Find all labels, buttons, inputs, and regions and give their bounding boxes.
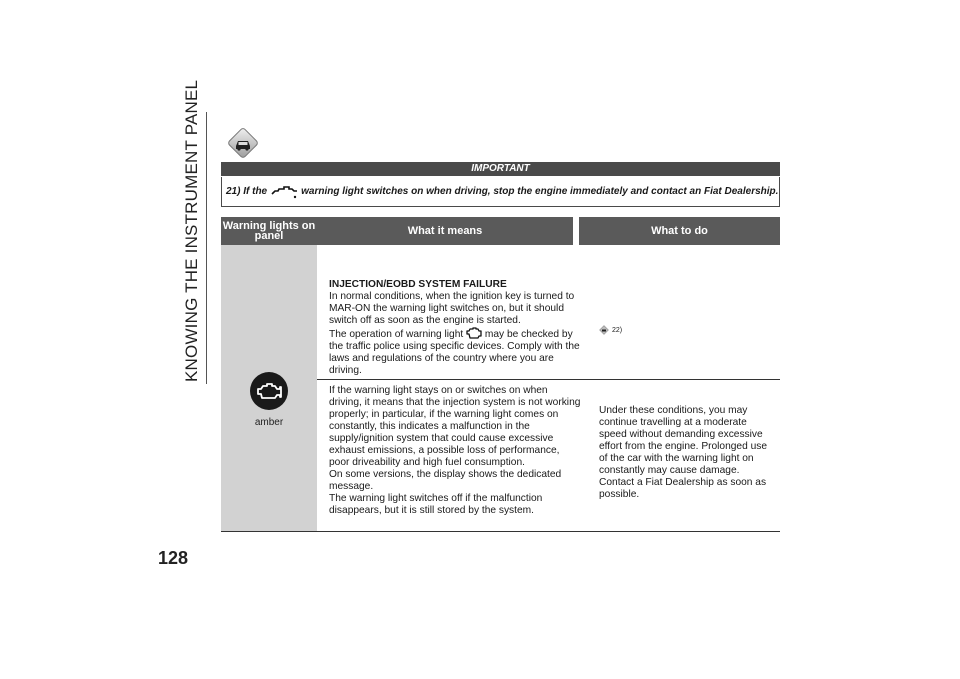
meaning-text: If the warning light stays on or switches on when driving, it means that the injection system is not working properly; in particular, if the warning light comes on constantly, this indicates a malfunction in the supply/ignition system that could cause excessive exhaust emissions, a possible loss of performance, poor driveability and high fuel consumption. (329, 385, 581, 468)
header-warning-lights: Warning lights on panel (221, 217, 317, 245)
table-row (317, 380, 780, 530)
engine-check-icon (269, 185, 299, 199)
meaning-text: In normal conditions, when the ignition key is turned to MAR-ON the warning light switches on, but it should switch off as soon as the engine is started. (329, 291, 575, 326)
reference-number: 22) (612, 326, 623, 334)
meaning-cell (329, 385, 581, 517)
section-divider (206, 112, 207, 384)
section-title: KNOWING THE INSTRUMENT PANEL (182, 79, 201, 382)
fault-title: INJECTION/EOBD SYSTEM FAILURE (329, 279, 507, 290)
table-header (221, 217, 780, 245)
reference-note (599, 325, 622, 335)
meaning-off: The warning light switches off if the malfunction disappears, but it is still stored by the system. (329, 493, 543, 516)
header-what-to-do: What to do (579, 217, 780, 245)
important-note-text: warning light switches on when driving, stop the engine immediately and contact an Fiat Dealership. (301, 186, 779, 197)
todo-cell (599, 405, 777, 501)
table-body (221, 245, 780, 532)
engine-check-icon (249, 371, 289, 411)
meaning-text-2b: may be checked by the traffic police using specific devices. Comply with the laws and regulations of the country where you are driving. (329, 329, 580, 376)
lamp-color-label: amber (254, 417, 284, 428)
important-note (221, 177, 780, 207)
table-row (317, 245, 780, 380)
caution-car-icon (225, 125, 261, 161)
engine-check-icon (466, 327, 482, 339)
header-what-it-means: What it means (317, 217, 573, 245)
meaning-versions: On some versions, the display shows the dedicated message. (329, 469, 562, 492)
caution-car-icon (599, 325, 609, 335)
important-note-prefix: 21) If the (226, 186, 268, 197)
todo-contact: Contact a Fiat Dealership as soon as possible. (599, 477, 767, 500)
warning-lights-table (221, 217, 780, 532)
todo-text: Under these conditions, you may continue travelling at a moderate speed without demanding excessive effort from the engine. Prolonged use of the car with the warning light on constantly may cause damage. (599, 405, 768, 476)
meaning-text-2a: The operation of warning light (329, 329, 464, 340)
page-number: 128 (158, 548, 189, 568)
important-header: IMPORTANT (221, 162, 780, 176)
meaning-cell (329, 279, 581, 377)
lamp-cell (221, 245, 317, 531)
